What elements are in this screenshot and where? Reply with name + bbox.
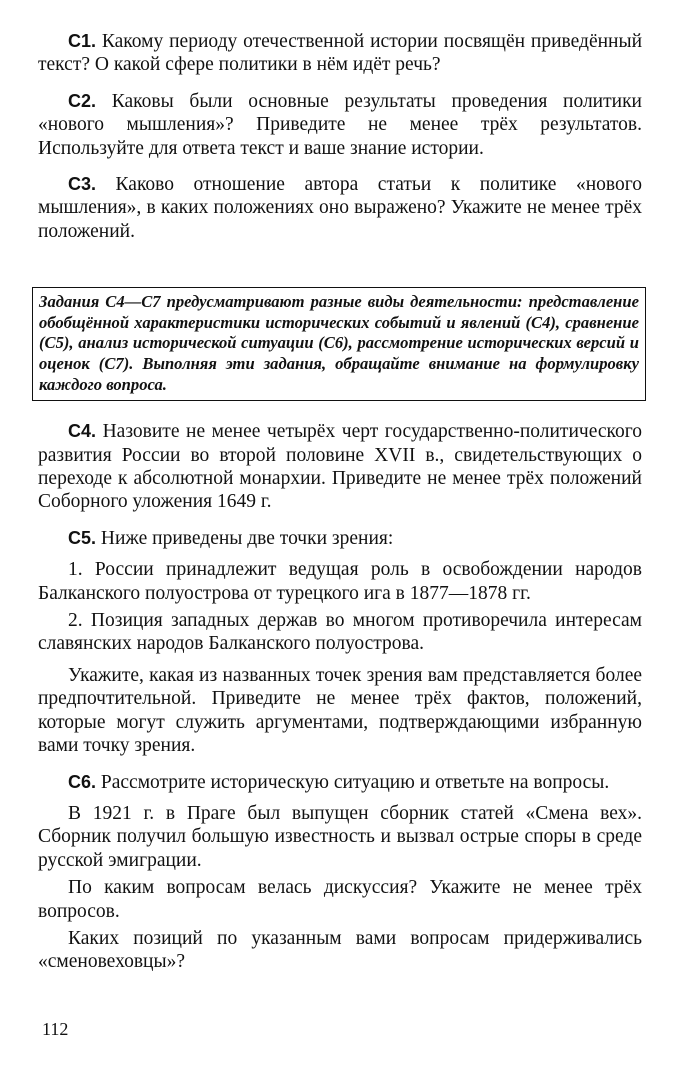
question-c6-q2: Каких позиций по указанным вами вопросам придерживались «сменовеховцы»? [38, 927, 642, 973]
question-text: Каково отношение автора статьи к политике «нового мышления», в каких положениях оно выражено? Укажите не менее трёх положений. [38, 174, 642, 242]
question-label: С1. [68, 31, 97, 51]
historical-situation: В 1921 г. в Праге был выпущен сборник статей «Смена вех». Сборник получил большую известность и вызвал острые споры в среде русской эмиграции. [38, 802, 642, 871]
question-label: С3. [68, 174, 97, 195]
question-c4 [38, 420, 642, 514]
question-text: Каковы были основные результаты проведения политики «нового мышления»? Приведите не менее трёх результатов. Используйте для ответа текст и ваше знание истории. [38, 90, 642, 159]
question-text: Назовите не менее четырёх черт государственно-политического развития России во второй половине XVII в., свидетельствующих о переходе к абсолютной монархии. Приведите не менее трёх положений Соборного уложения 1649 г. [38, 421, 642, 513]
question-c5 [38, 527, 642, 550]
question-text: Какому периоду отечественной истории посвящён приведённый текст? О какой сфере политики в нём идёт речь? [38, 31, 643, 76]
question-c2 [38, 90, 642, 160]
question-c5-task: Укажите, какая из названных точек зрения вам представляется более предпочтительной. Приведите не менее трёх фактов, положений, которые могут служить аргументами, подтверждающими избранную вами точку зрения. [38, 664, 642, 757]
question-text: Рассмотрите историческую ситуацию и ответьте на вопросы. [100, 771, 610, 793]
page-content [38, 30, 642, 974]
question-text: Ниже приведены две точки зрения: [100, 527, 394, 549]
question-c6-q1: По каким вопросам велась дискуссия? Укажите не менее трёх вопросов. [38, 877, 642, 922]
page-number: 112 [42, 1019, 69, 1039]
question-label: С6. [68, 771, 97, 792]
question-label: С4. [68, 421, 97, 442]
question-c3 [38, 173, 642, 243]
question-label: С5. [68, 527, 97, 548]
viewpoint-2: 2. Позиция западных держав во многом противоречила интересам славянских народов Балканского полуострова. [38, 610, 642, 655]
question-c1 [38, 30, 642, 77]
question-label: С2. [68, 90, 97, 111]
instruction-box: Задания С4—С7 предусматривают разные виды деятельности: представление обобщённой характеристики исторических событий и явлений (С4), сравнение (С5), анализ исторической ситуации (С6), рассмотрение исторических версий и оценок (С7). Выполняя эти задания, обращайте внимание на формулировку каждого вопроса. [32, 287, 646, 401]
question-c6 [38, 771, 642, 794]
viewpoint-1: 1. России принадлежит ведущая роль в освобождении народов Балканского полуострова от турецкого ига в 1877—1878 гг. [38, 559, 642, 604]
